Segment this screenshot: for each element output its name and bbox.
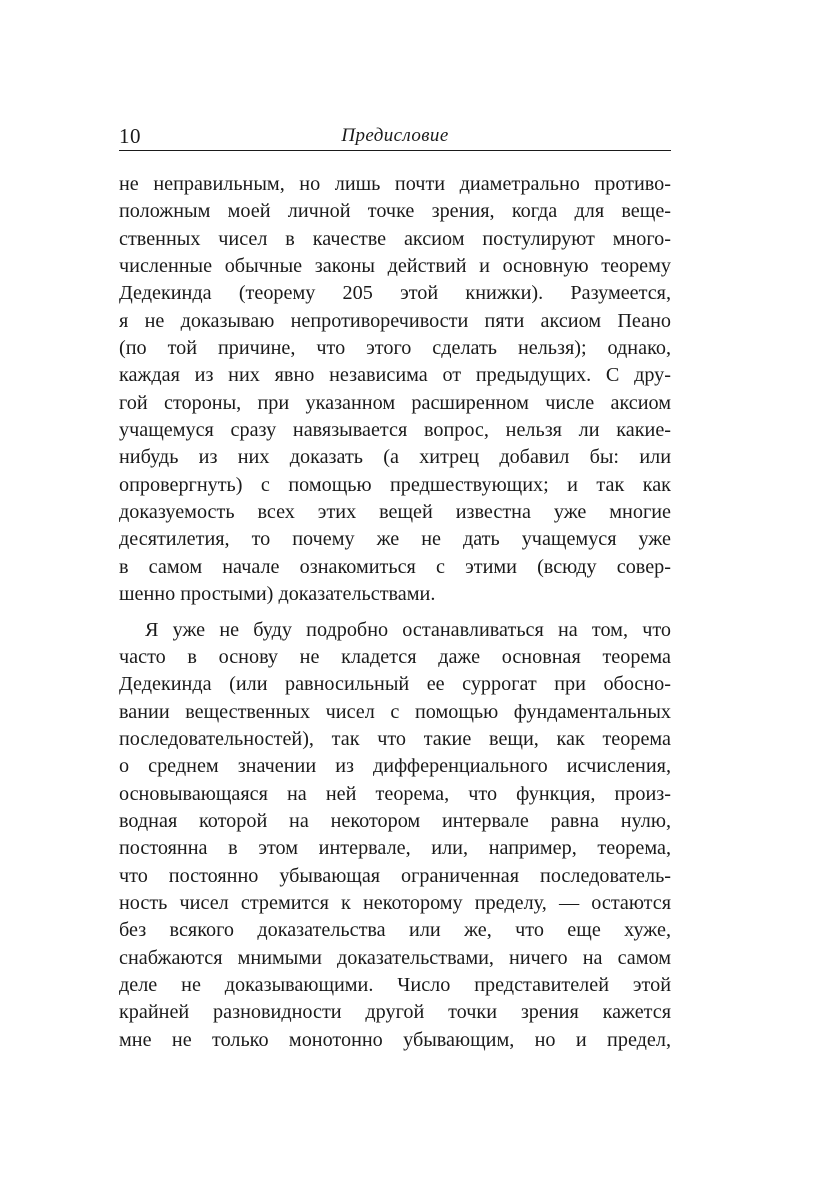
text-line: Дедекинда (или равносильный ее суррогат при обосно- bbox=[119, 673, 671, 696]
body-text bbox=[119, 171, 671, 1054]
text-line: снабжаются мнимыми доказательствами, ничего на самом bbox=[119, 946, 671, 969]
text-line: последовательностей), так что такие вещи, как теорема bbox=[119, 727, 671, 750]
text-line: нибудь из них доказать (а хитрец добавил бы: или bbox=[119, 446, 671, 469]
text-line: мне не только монотонно убывающим, но и предел, bbox=[119, 1028, 671, 1051]
text-line: опровергнуть) с помощью предшествующих; и так как bbox=[119, 473, 671, 496]
text-line: ность чисел стремится к некоторому пределу, — остаются bbox=[119, 891, 671, 914]
page-number: 10 bbox=[119, 124, 141, 148]
text-line: постоянна в этом интервале, или, например, теорема, bbox=[119, 837, 671, 860]
text-line: не неправильным, но лишь почти диаметрально противо- bbox=[119, 173, 671, 195]
text-line: каждая из них явно независима от предыдущих. С дру- bbox=[119, 364, 671, 387]
text-line: шенно простыми) доказательствами. bbox=[119, 583, 436, 606]
page-header bbox=[119, 120, 671, 151]
text-line: я не доказываю непротиворечивости пяти аксиом Пеано bbox=[119, 309, 671, 332]
book-page bbox=[119, 120, 671, 1054]
text-line: учащемуся сразу навязывается вопрос, нельзя ли какие- bbox=[119, 419, 671, 442]
paragraph-gap bbox=[119, 609, 671, 617]
text-line: доказуемость всех этих вещей известна уже многие bbox=[119, 501, 671, 524]
text-line: деле не доказывающими. Число представителей этой bbox=[119, 973, 671, 996]
text-line: о среднем значении из дифференциального исчисления, bbox=[119, 755, 671, 778]
text-line: вании вещественных чисел с помощью фундаментальных bbox=[119, 700, 671, 723]
text-line: Я уже не буду подробно останавливаться на том, что bbox=[145, 618, 671, 641]
text-line: водная которой на некотором интервале равна нулю, bbox=[119, 809, 671, 832]
text-line: численные обычные законы действий и основную теорему bbox=[119, 255, 671, 278]
running-head: Предисловие bbox=[341, 125, 449, 146]
paragraph-1 bbox=[119, 171, 671, 609]
text-line: ственных чисел в качестве аксиом постулируют много- bbox=[119, 227, 671, 250]
text-line: положным моей личной точке зрения, когда для веще- bbox=[119, 200, 671, 223]
text-line: (по той причине, что этого сделать нельзя); однако, bbox=[119, 337, 671, 360]
text-line: десятилетия, то почему же не дать учащемуся уже bbox=[119, 528, 671, 551]
text-line: без всякого доказательства или же, что еще хуже, bbox=[119, 919, 671, 942]
text-line: часто в основу не кладется даже основная теорема bbox=[119, 645, 671, 668]
text-line: крайней разновидности другой точки зрения кажется bbox=[119, 1001, 671, 1024]
text-line: гой стороны, при указанном расширенном числе аксиом bbox=[119, 391, 671, 414]
text-line: Дедекинда (теорему 205 этой книжки). Разумеется, bbox=[119, 282, 671, 305]
paragraph-2 bbox=[119, 617, 671, 1055]
text-line: в самом начале ознакомиться с этими (всюду совер- bbox=[119, 555, 671, 578]
text-line: что постоянно убывающая ограниченная последователь- bbox=[119, 864, 671, 887]
text-line: основывающаяся на ней теорема, что функция, произ- bbox=[119, 782, 671, 805]
